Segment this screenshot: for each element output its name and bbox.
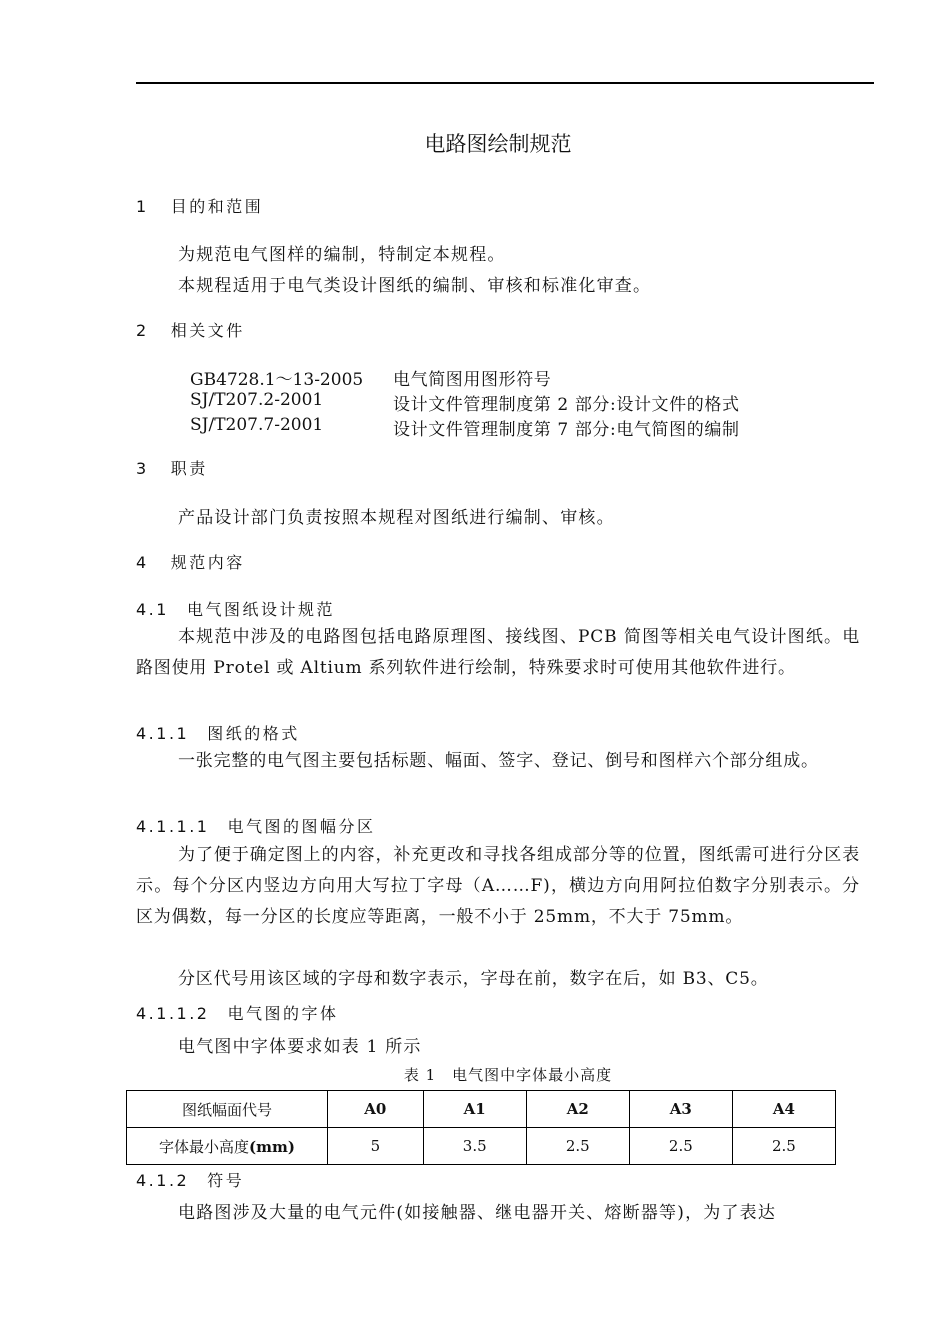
row-label: 字体最小高度	[159, 1137, 250, 1156]
table-cell	[127, 1128, 328, 1165]
table-cell: 2.5	[629, 1128, 732, 1165]
table-cell: A0	[328, 1091, 424, 1128]
paragraph: 为规范电气图样的编制，特制定本规程。	[178, 245, 506, 265]
paragraph: 为了便于确定图上的内容，补充更改和寻找各组成部分等的位置，图纸需可进行分区表示。每个分区内竖边方向用大写拉丁字母（A……F)，横边方向用阿拉伯数字分别表示。分区为偶数，每一分区的长度应等距离，一般不小于 25mm，不大于 75mm。	[136, 845, 860, 927]
section-number: 3	[136, 459, 149, 478]
section-title: 符号	[207, 1171, 245, 1190]
header-rule	[136, 82, 874, 84]
section-number: 4.1.2	[136, 1171, 190, 1190]
section-title: 相关文件	[170, 321, 245, 340]
document-title: 电路图绘制规范	[424, 132, 572, 156]
section-title: 电气图纸设计规范	[186, 600, 335, 619]
reference-code: SJ/T207.2-2001	[190, 390, 324, 410]
table-row	[127, 1128, 836, 1165]
section-3-heading	[136, 456, 208, 479]
section-title: 规范内容	[170, 553, 245, 572]
section-title: 电气图的字体	[227, 1004, 339, 1023]
section-4-1-heading	[136, 597, 335, 620]
section-title: 职责	[170, 459, 208, 478]
reference-name: 电气简图用图形符号	[393, 370, 552, 390]
section-4-1-1-2-heading	[136, 1001, 339, 1024]
section-number: 4.1.1.1	[136, 817, 210, 836]
section-4-1-1-1-heading	[136, 814, 376, 837]
table-cell: A4	[732, 1091, 835, 1128]
section-number: 4.1.1	[136, 724, 190, 743]
table-cell: A1	[423, 1091, 526, 1128]
paragraph: 电路图涉及大量的电气元件(如接触器、继电器开关、熔断器等)，为了表达	[178, 1203, 777, 1223]
reference-code: SJ/T207.7-2001	[190, 415, 324, 435]
section-4-1-2-heading	[136, 1168, 244, 1191]
table-cell: 5	[328, 1128, 424, 1165]
section-number: 2	[136, 321, 149, 340]
section-number: 4.1.1.2	[136, 1004, 210, 1023]
table-header-row	[127, 1091, 836, 1128]
table-cell: 图纸幅面代号	[127, 1091, 328, 1128]
section-title: 目的和范围	[170, 197, 264, 216]
section-title: 图纸的格式	[207, 724, 300, 743]
paragraph: 本规范中涉及的电路图包括电路原理图、接线图、PCB 简图等相关电气设计图纸。电路图使用 Protel 或 Altium 系列软件进行绘制，特殊要求时可使用其他软件进行。	[136, 627, 860, 678]
table-cell: A3	[629, 1091, 732, 1128]
section-1-heading	[136, 194, 263, 217]
paragraph: 一张完整的电气图主要包括标题、幅面、签字、登记、倒号和图样六个部分组成。	[178, 751, 819, 771]
table-cell: 2.5	[732, 1128, 835, 1165]
section-2-heading	[136, 318, 245, 341]
section-number: 1	[136, 197, 149, 216]
reference-name: 设计文件管理制度第 2 部分:设计文件的格式	[393, 395, 740, 415]
reference-code: GB4728.1～13-2005	[190, 370, 364, 390]
section-number: 4	[136, 553, 149, 572]
paragraph: 本规程适用于电气类设计图纸的编制、审核和标准化审查。	[178, 276, 652, 296]
section-4-heading	[136, 550, 245, 573]
section-title: 电气图的图幅分区	[227, 817, 376, 836]
paragraph: 电气图中字体要求如表 1 所示	[178, 1037, 422, 1057]
row-unit: (mm)	[249, 1137, 295, 1156]
paragraph: 分区代号用该区域的字母和数字表示，字母在前，数字在后，如 B3、C5。	[178, 969, 769, 989]
section-number: 4.1	[136, 600, 169, 619]
font-height-table	[126, 1090, 836, 1165]
paragraph: 产品设计部门负责按照本规程对图纸进行编制、审核。	[178, 508, 615, 528]
table-cell: 3.5	[423, 1128, 526, 1165]
table-cell: 2.5	[526, 1128, 629, 1165]
table-caption: 表 1 电气图中字体最小高度	[403, 1066, 613, 1084]
table-cell: A2	[526, 1091, 629, 1128]
reference-name: 设计文件管理制度第 7 部分:电气简图的编制	[393, 420, 740, 440]
section-4-1-1-heading	[136, 721, 300, 744]
